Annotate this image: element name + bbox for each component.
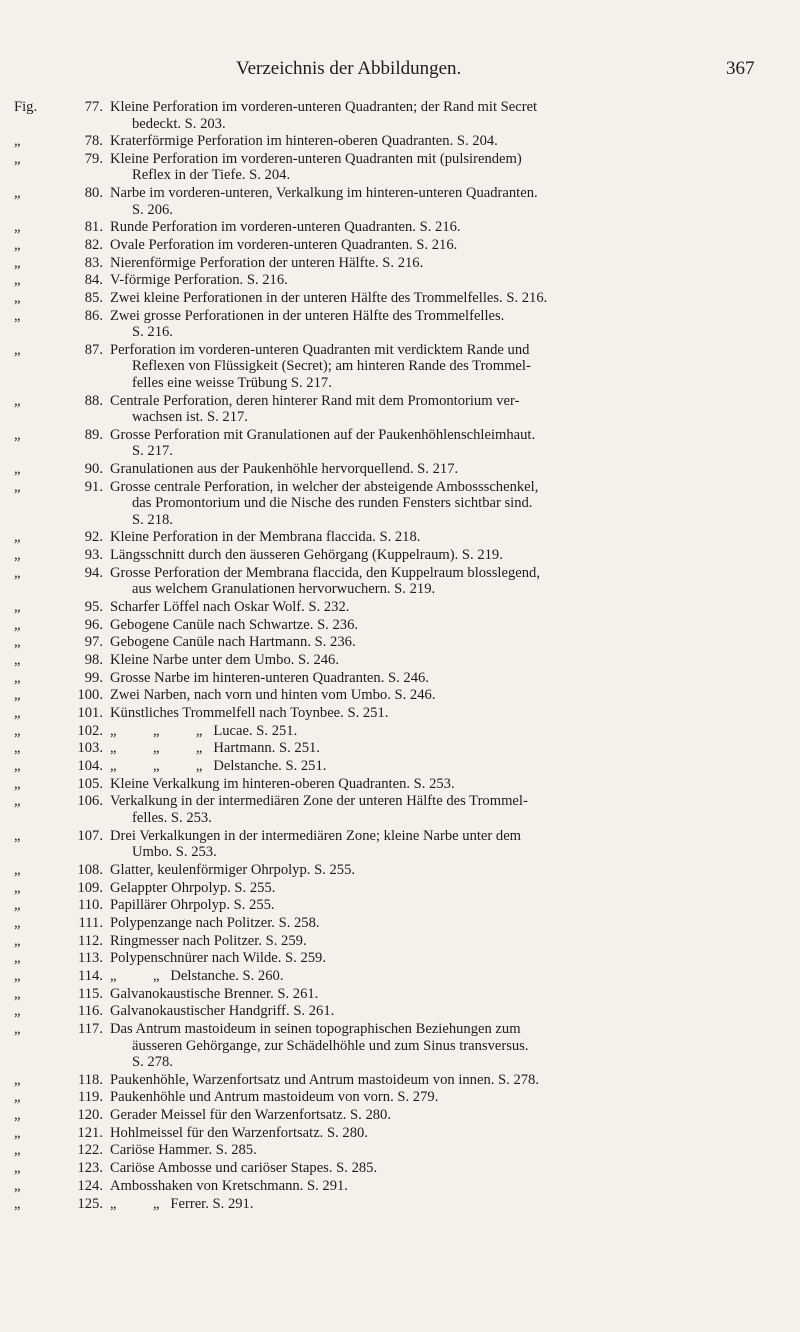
figure-entry (0, 219, 800, 236)
entry-number: 98. (84, 651, 103, 668)
entry-number: 85. (84, 290, 103, 306)
entry-line: Ambosshaken von Kretschmann. S. 291. (110, 1177, 348, 1194)
entry-prefix: „ (14, 827, 21, 844)
entry-prefix: „ (14, 985, 21, 1002)
entry-number: 102. (77, 722, 103, 739)
entry-line: „ „ Ferrer. S. 291. (110, 1195, 254, 1212)
entry-number: 120. (77, 1107, 103, 1124)
entry-text (110, 862, 758, 879)
entry-number: 81. (84, 219, 103, 236)
entry-line: S. 217. (132, 443, 173, 460)
figure-entry (0, 687, 800, 704)
figure-entry (0, 1160, 800, 1177)
page-number: 367 (726, 58, 755, 79)
entry-prefix: „ (14, 598, 21, 615)
entry-prefix: „ (14, 705, 21, 721)
figure-entry (0, 776, 800, 793)
entry-number: 97. (84, 634, 103, 651)
figure-entry (0, 1003, 800, 1020)
entry-number: 104. (77, 758, 103, 775)
entry-number: 110. (78, 897, 103, 914)
entry-number: 109. (77, 879, 103, 896)
entry-text (110, 547, 758, 564)
entry-number: 96. (84, 616, 103, 633)
entry-text (110, 880, 758, 897)
entry-line: Kleine Narbe unter dem Umbo. S. 246. (110, 651, 339, 668)
entry-number: 82. (84, 236, 103, 253)
entry-prefix: „ (14, 219, 21, 236)
entry-text (110, 1072, 758, 1089)
entry-number: 113. (78, 950, 103, 967)
entry-line: Polypenschnürer nach Wilde. S. 259. (110, 950, 326, 967)
entry-prefix: „ (14, 392, 21, 409)
entry-line: Nierenförmige Perforation der unteren Hälfte. S. 216. (110, 254, 424, 271)
entry-number: 79. (84, 150, 103, 167)
entry-prefix: „ (14, 651, 21, 668)
entry-number: 114. (78, 967, 103, 984)
entry-line: Gelappter Ohrpolyp. S. 255. (110, 879, 276, 896)
entry-line: Ovale Perforation im vorderen-unteren Quadranten. S. 216. (110, 236, 458, 253)
entry-text (110, 133, 758, 150)
figure-entry (0, 915, 800, 932)
entry-prefix: „ (14, 897, 21, 914)
entry-prefix: „ (14, 529, 21, 546)
figure-entry (0, 1178, 800, 1195)
entry-prefix: „ (14, 460, 21, 477)
entry-prefix: „ (14, 254, 21, 271)
entry-prefix: „ (14, 879, 21, 896)
entry-text (110, 393, 758, 426)
entry-number: 119. (78, 1089, 103, 1106)
entry-line: V-förmige Perforation. S. 216. (110, 272, 288, 289)
entry-prefix: Fig. (14, 99, 38, 115)
entry-line: Zwei kleine Perforationen in der unteren Hälfte des Trommelfelles. S. 216. (110, 290, 548, 306)
entry-number: 121. (77, 1124, 103, 1141)
entry-prefix: „ (14, 1089, 21, 1106)
entry-prefix: „ (14, 722, 21, 739)
entry-text (110, 599, 758, 616)
entry-prefix: „ (14, 1124, 21, 1141)
entry-text (110, 617, 758, 634)
entry-line: S. 216. (132, 324, 173, 341)
figure-entry (0, 151, 800, 184)
entry-text (110, 897, 758, 914)
entry-text (110, 670, 758, 687)
entry-text (110, 828, 758, 861)
entry-line: aus welchem Granulationen hervorwuchern. S. 219. (132, 581, 436, 598)
figure-entry (0, 185, 800, 218)
entry-text (110, 308, 758, 341)
entry-line: Grosse Perforation der Membrana flaccida, den Kuppelraum blosslegend, (110, 564, 540, 581)
entry-number: 84. (84, 272, 103, 289)
entry-prefix: „ (14, 1071, 21, 1088)
entry-line: Paukenhöhle, Warzenfortsatz und Antrum mastoideum von innen. S. 278. (110, 1071, 539, 1088)
entry-prefix: „ (14, 775, 21, 792)
entry-text (110, 652, 758, 669)
entry-prefix: „ (14, 150, 21, 167)
entry-text (110, 99, 758, 132)
entry-line: Gebogene Canüle nach Hartmann. S. 236. (110, 634, 356, 651)
entry-number: 94. (84, 564, 103, 581)
figure-entry (0, 1125, 800, 1142)
entry-number: 123. (77, 1160, 103, 1177)
entry-text (110, 479, 758, 529)
entry-text (110, 793, 758, 826)
entry-line: S. 278. (132, 1054, 173, 1070)
entry-line: Hohlmeissel für den Warzenfortsatz. S. 280. (110, 1124, 368, 1141)
figure-entry (0, 986, 800, 1003)
entry-text (110, 342, 758, 392)
entry-line: Drei Verkalkungen in der intermediären Zone; kleine Narbe unter dem (110, 827, 522, 844)
entry-prefix: „ (14, 634, 21, 651)
entry-line: Längsschnitt durch den äusseren Gehörgang (Kuppelraum). S. 219. (110, 547, 503, 563)
running-title: Verzeichnis der Abbildungen. (236, 58, 462, 79)
entry-prefix: „ (14, 290, 21, 306)
figure-entry (0, 933, 800, 950)
entry-prefix: „ (14, 967, 21, 984)
figure-entry (0, 565, 800, 598)
entry-text (110, 1160, 758, 1177)
figure-entry (0, 342, 800, 392)
entry-number: 107. (77, 827, 103, 844)
entry-line: äusseren Gehörgange, zur Schädelhöhle und zum Sinus transversus. (132, 1037, 529, 1054)
entry-text (110, 723, 758, 740)
entry-number: 86. (84, 307, 103, 324)
entry-text (110, 933, 758, 950)
entry-number: 106. (77, 793, 103, 810)
entry-line: Centrale Perforation, deren hinterer Rand mit dem Promontorium ver- (110, 392, 520, 409)
entry-text (110, 427, 758, 460)
figure-entry (0, 479, 800, 529)
figure-entry (0, 461, 800, 478)
entry-line: „ „ „ Hartmann. S. 251. (110, 740, 320, 757)
entry-line: „ „ Delstanche. S. 260. (110, 967, 284, 984)
entry-prefix: „ (14, 547, 21, 563)
entry-prefix: „ (14, 1107, 21, 1124)
figure-entry (0, 1021, 800, 1071)
entry-text (110, 151, 758, 184)
entry-number: 90. (84, 460, 103, 477)
entry-line: Papillärer Ohrpolyp. S. 255. (110, 897, 275, 914)
figure-entry (0, 99, 800, 132)
entry-text (110, 1196, 758, 1213)
figure-entry (0, 723, 800, 740)
figure-entry (0, 705, 800, 722)
entry-line: Grosse centrale Perforation, in welcher der absteigende Ambossschenkel, (110, 478, 539, 495)
entry-line: Grosse Narbe im hinteren-unteren Quadranten. S. 246. (110, 669, 429, 686)
entry-line: Das Antrum mastoideum in seinen topographischen Beziehungen zum (110, 1021, 521, 1037)
entry-prefix: „ (14, 564, 21, 581)
entry-prefix: „ (14, 932, 21, 949)
figure-entry (0, 634, 800, 651)
entry-line: Galvanokaustische Brenner. S. 261. (110, 985, 319, 1002)
entry-line: wachsen ist. S. 217. (132, 409, 248, 426)
entry-number: 78. (84, 133, 103, 150)
entry-line: Narbe im vorderen-unteren, Verkalkung im hinteren-unteren Quadranten. (110, 185, 538, 202)
entry-prefix: „ (14, 914, 21, 931)
entry-number: 100. (77, 687, 103, 704)
entry-prefix: „ (14, 236, 21, 253)
entry-line: Runde Perforation im vorderen-unteren Quadranten. S. 216. (110, 219, 461, 236)
entry-line: Zwei Narben, nach vorn und hinten vom Umbo. S. 246. (110, 687, 436, 704)
entry-line: felles. S. 253. (132, 809, 212, 826)
entry-line: Zwei grosse Perforationen in der unteren Hälfte des Trommelfelles. (110, 307, 505, 324)
entry-prefix: „ (14, 740, 21, 757)
entry-text (110, 776, 758, 793)
entry-text (110, 1003, 758, 1020)
entry-number: 118. (78, 1071, 103, 1088)
entry-number: 88. (84, 392, 103, 409)
entry-number: 92. (84, 529, 103, 546)
entry-line: Galvanokaustischer Handgriff. S. 261. (110, 1003, 335, 1020)
entry-line: „ „ „ Delstanche. S. 251. (110, 758, 327, 775)
entry-number: 125. (77, 1195, 103, 1212)
entry-line: Reflex in der Tiefe. S. 204. (132, 167, 291, 184)
figure-entry (0, 652, 800, 669)
entry-number: 101. (77, 705, 103, 721)
entry-prefix: „ (14, 616, 21, 633)
figure-entry (0, 427, 800, 460)
entry-number: 91. (84, 478, 103, 495)
entry-text (110, 529, 758, 546)
figure-entry (0, 950, 800, 967)
entry-number: 95. (84, 598, 103, 615)
entry-prefix: „ (14, 185, 21, 202)
entry-prefix: „ (14, 1160, 21, 1177)
entry-number: 89. (84, 426, 103, 443)
figure-entry (0, 740, 800, 757)
entry-text (110, 461, 758, 478)
figure-entry (0, 393, 800, 426)
entry-number: 111. (78, 914, 103, 931)
entry-line: Polypenzange nach Politzer. S. 258. (110, 914, 320, 931)
figure-entry (0, 272, 800, 289)
entry-number: 83. (84, 254, 103, 271)
entry-prefix: „ (14, 426, 21, 443)
entry-number: 116. (78, 1003, 103, 1020)
entry-text (110, 740, 758, 757)
figure-entry (0, 599, 800, 616)
entry-text (110, 272, 758, 289)
entry-line: Ringmesser nach Politzer. S. 259. (110, 932, 307, 949)
entry-prefix: „ (14, 341, 21, 358)
entry-prefix: „ (14, 478, 21, 495)
entry-prefix: „ (14, 272, 21, 289)
figure-entry (0, 828, 800, 861)
entry-line: felles eine weisse Trübung S. 217. (132, 374, 332, 391)
entry-prefix: „ (14, 861, 21, 878)
entry-prefix: „ (14, 793, 21, 810)
entry-prefix: „ (14, 1177, 21, 1194)
figure-entry (0, 255, 800, 272)
entry-text (110, 758, 758, 775)
entry-line: Umbo. S. 253. (132, 844, 217, 861)
entry-number: 112. (78, 932, 103, 949)
entry-text (110, 1107, 758, 1124)
entry-line: Verkalkung in der intermediären Zone der unteren Hälfte des Trommel- (110, 793, 528, 810)
figure-entry (0, 1142, 800, 1159)
entry-text (110, 1125, 758, 1142)
entry-prefix: „ (14, 1195, 21, 1212)
entry-line: Grosse Perforation mit Granulationen auf der Paukenhöhlenschleimhaut. (110, 426, 536, 443)
entry-text (110, 290, 758, 307)
entry-number: 105. (77, 775, 103, 792)
figure-entry (0, 1196, 800, 1213)
figure-entry (0, 237, 800, 254)
entry-prefix: „ (14, 1003, 21, 1020)
entry-text (110, 219, 758, 236)
figure-entry (0, 1107, 800, 1124)
figure-entry (0, 308, 800, 341)
figure-entry (0, 897, 800, 914)
entry-number: 115. (78, 985, 103, 1002)
figure-entry (0, 1072, 800, 1089)
figure-entry (0, 968, 800, 985)
entry-line: Kraterförmige Perforation im hinteren-oberen Quadranten. S. 204. (110, 133, 498, 150)
entry-prefix: „ (14, 133, 21, 150)
figure-entry (0, 880, 800, 897)
figure-entry (0, 547, 800, 564)
entry-number: 122. (77, 1142, 103, 1159)
entry-text (110, 915, 758, 932)
entry-line: S. 206. (132, 201, 173, 218)
entry-line: bedeckt. S. 203. (132, 115, 226, 132)
entry-text (110, 1142, 758, 1159)
entry-number: 117. (78, 1021, 103, 1037)
entry-text (110, 634, 758, 651)
entry-prefix: „ (14, 307, 21, 324)
entry-text (110, 968, 758, 985)
entry-prefix: „ (14, 758, 21, 775)
entry-number: 80. (84, 185, 103, 202)
entry-number: 99. (84, 669, 103, 686)
figure-list (0, 99, 800, 1213)
figure-entry (0, 529, 800, 546)
entry-prefix: „ (14, 669, 21, 686)
entry-number: 77. (84, 99, 103, 115)
figure-entry (0, 793, 800, 826)
entry-line: Künstliches Trommelfell nach Toynbee. S. 251. (110, 705, 389, 721)
entry-text (110, 687, 758, 704)
entry-line: Granulationen aus der Paukenhöhle hervorquellend. S. 217. (110, 460, 459, 477)
entry-line: Cariöse Ambosse und cariöser Stapes. S. 285. (110, 1160, 378, 1177)
figure-entry (0, 758, 800, 775)
entry-number: 93. (84, 547, 103, 563)
entry-text (110, 565, 758, 598)
entry-text (110, 986, 758, 1003)
entry-line: das Promontorium und die Nische des runden Fensters sichtbar sind. (132, 495, 533, 512)
entry-number: 103. (77, 740, 103, 757)
entry-line: Gebogene Canüle nach Schwartze. S. 236. (110, 616, 359, 633)
entry-text (110, 255, 758, 272)
entry-prefix: „ (14, 1142, 21, 1159)
entry-number: 108. (77, 861, 103, 878)
entry-line: Glatter, keulenförmiger Ohrpolyp. S. 255. (110, 861, 356, 878)
entry-text (110, 705, 758, 722)
entry-text (110, 1178, 758, 1195)
figure-entry (0, 862, 800, 879)
entry-text (110, 1021, 758, 1071)
entry-line: Kleine Perforation im vorderen-unteren Quadranten; der Rand mit Secret (110, 99, 538, 115)
entry-prefix: „ (14, 687, 21, 704)
entry-line: S. 218. (132, 511, 173, 528)
entry-line: Paukenhöhle und Antrum mastoideum von vorn. S. 279. (110, 1089, 439, 1106)
entry-prefix: „ (14, 950, 21, 967)
entry-number: 87. (84, 341, 103, 358)
entry-line: Cariöse Hammer. S. 285. (110, 1142, 257, 1159)
entry-line: Kleine Verkalkung im hinteren-oberen Quadranten. S. 253. (110, 775, 455, 792)
entry-line: Gerader Meissel für den Warzenfortsatz. S. 280. (110, 1107, 392, 1124)
entry-number: 124. (77, 1177, 103, 1194)
entry-text (110, 950, 758, 967)
entry-line: Reflexen von Flüssigkeit (Secret); am hinteren Rande des Trommel- (132, 358, 531, 375)
figure-entry (0, 670, 800, 687)
entry-text (110, 1089, 758, 1106)
figure-entry (0, 617, 800, 634)
entry-prefix: „ (14, 1021, 21, 1037)
figure-entry (0, 133, 800, 150)
figure-entry (0, 290, 800, 307)
entry-line: Kleine Perforation im vorderen-unteren Quadranten mit (pulsirendem) (110, 150, 522, 167)
entry-text (110, 185, 758, 218)
figure-entry (0, 1089, 800, 1106)
entry-line: „ „ „ Lucae. S. 251. (110, 722, 298, 739)
entry-text (110, 237, 758, 254)
entry-line: Kleine Perforation in der Membrana flaccida. S. 218. (110, 529, 421, 546)
entry-line: Perforation im vorderen-unteren Quadranten mit verdicktem Rande und (110, 341, 530, 358)
entry-line: Scharfer Löffel nach Oskar Wolf. S. 232. (110, 598, 350, 615)
